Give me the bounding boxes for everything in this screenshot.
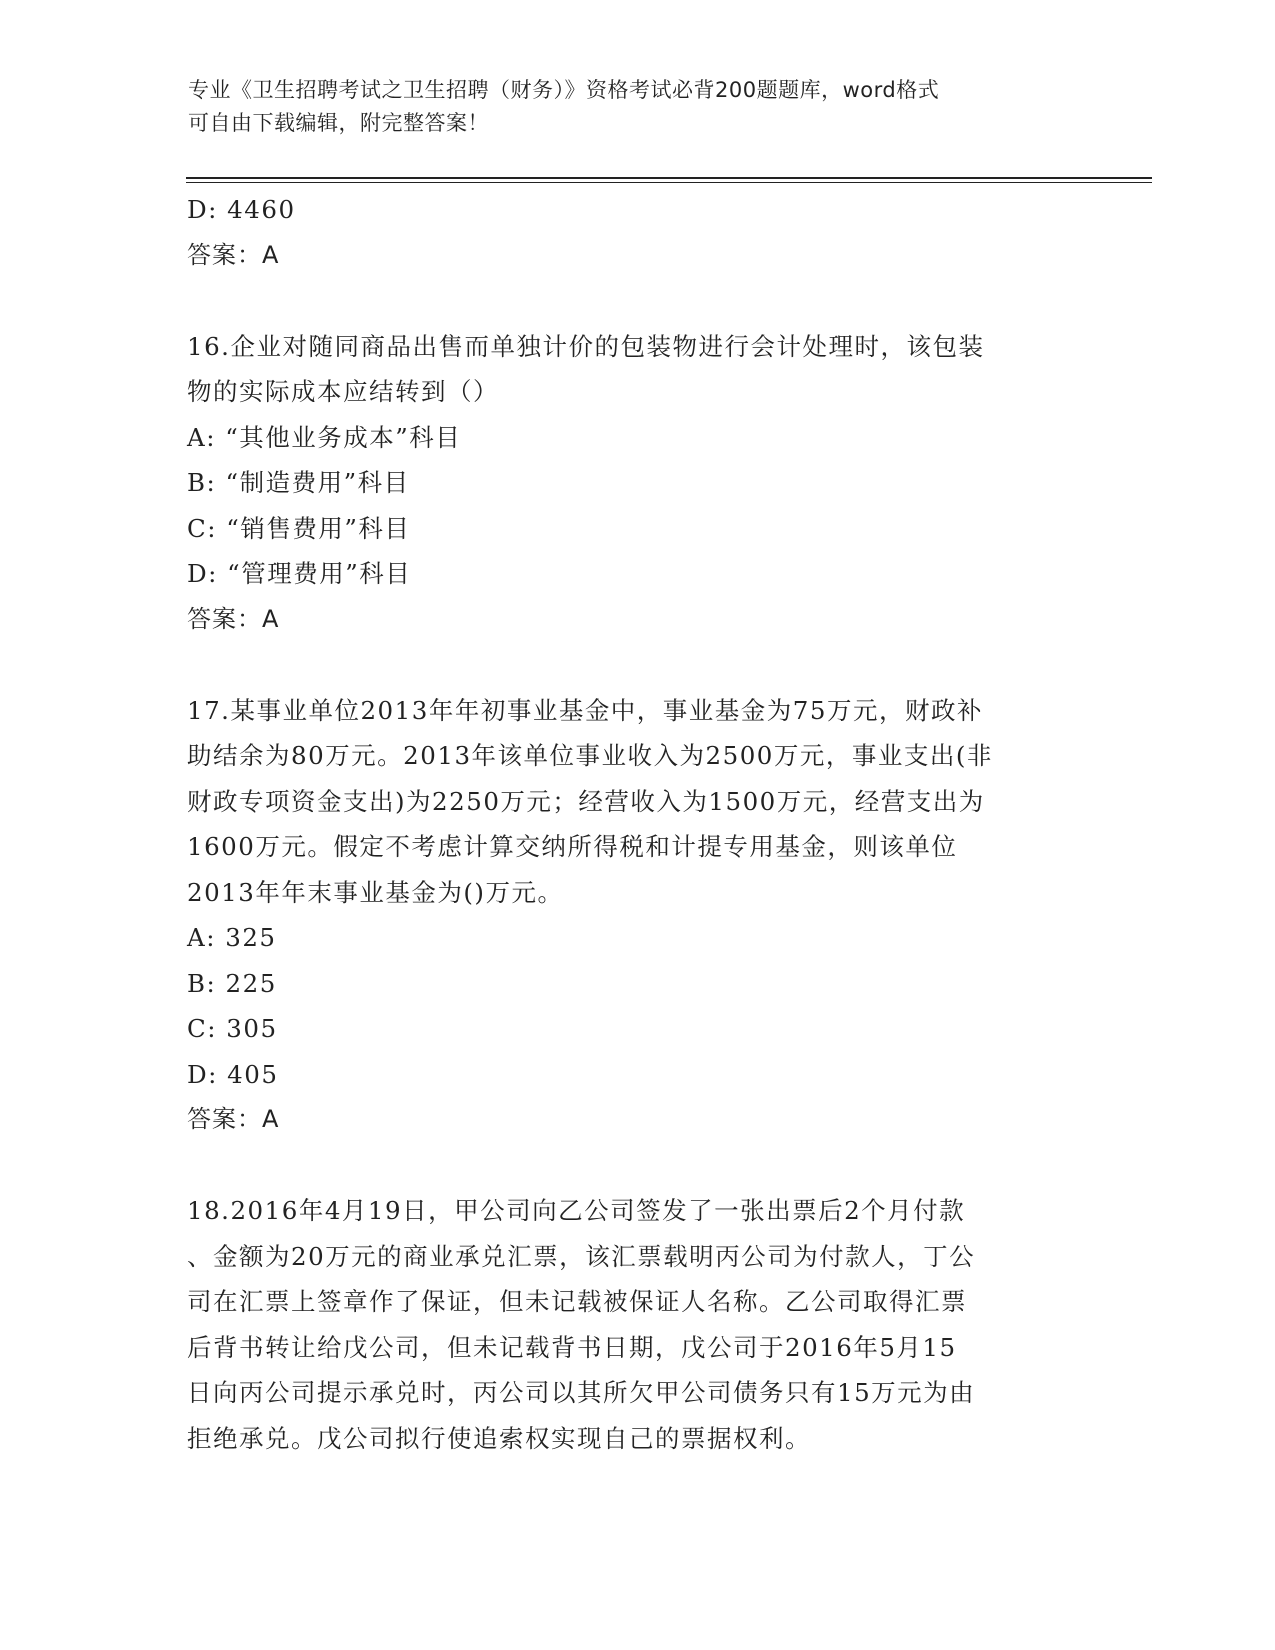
option-a: A: 325 — [187, 923, 277, 952]
question-18 — [187, 1188, 1087, 1461]
question-16 — [187, 324, 1087, 643]
question-text-line: 17.某事业单位2013年年初事业基金中，事业基金为75万元，财政补 — [187, 695, 983, 725]
spacer — [187, 278, 1087, 324]
document-body — [187, 187, 1087, 1461]
question-text-line: 物的实际成本应结转到（） — [187, 377, 499, 406]
option-b: B: 225 — [187, 968, 277, 998]
header-rule-thin — [186, 182, 1152, 183]
answer-label: 答案：A — [187, 1105, 280, 1133]
question-text-line: 1600万元。假定不考虑计算交纳所得税和计提专用基金，则该单位 — [187, 832, 958, 861]
option-d: D: 4460 — [187, 195, 296, 224]
header-rule-thick — [186, 177, 1152, 179]
question-text-line: 拒绝承兑。戊公司拟行使追索权实现自己的票据权利。 — [187, 1423, 811, 1453]
question-text-line: 后背书转让给戊公司，但未记载背书日期，戊公司于2016年5月15 — [187, 1332, 957, 1362]
option-b: B: “制造费用”科目 — [187, 468, 410, 497]
question-text-line: 财政专项资金支出)为2250万元；经营收入为1500万元，经营支出为 — [187, 786, 985, 816]
question-text-line: 、金额为20万元的商业承兑汇票，该汇票载明丙公司为付款人，丁公 — [187, 1241, 976, 1271]
question-15-tail — [187, 187, 1087, 278]
spacer — [187, 642, 1087, 688]
question-text-line: 日向丙公司提示承兑时，丙公司以其所欠甲公司债务只有15万元为由 — [187, 1378, 976, 1407]
option-d: D: 405 — [187, 1059, 279, 1089]
option-a: A: “其他业务成本”科目 — [187, 422, 462, 452]
question-text-line: 司在汇票上签章作了保证，但未记载被保证人名称。乙公司取得汇票 — [187, 1287, 967, 1316]
option-c: C: “销售费用”科目 — [187, 513, 411, 543]
option-d: D: “管理费用”科目 — [187, 559, 412, 588]
option-c: C: 305 — [187, 1014, 278, 1043]
question-text-line: 2013年年末事业基金为()万元。 — [187, 877, 564, 907]
question-text-line: 16.企业对随同商品出售而单独计价的包装物进行会计处理时，该包装 — [187, 331, 985, 361]
spacer — [187, 1143, 1087, 1189]
question-text-line: 助结余为80万元。2013年该单位事业收入为2500万元，事业支出(非 — [187, 741, 993, 770]
answer-label: 答案：A — [187, 604, 280, 633]
answer-label: 答案：A — [187, 240, 280, 269]
page-header — [188, 74, 1088, 140]
question-17 — [187, 688, 1087, 1143]
question-text-line: 18.2016年4月19日，甲公司向乙公司签发了一张出票后2个月付款 — [187, 1196, 966, 1225]
header-title-line-1: 专业《卫生招聘考试之卫生招聘（财务）》资格考试必背200题题库，word格式 — [188, 78, 940, 102]
header-title-line-2: 可自由下载编辑，附完整答案！ — [188, 111, 489, 135]
